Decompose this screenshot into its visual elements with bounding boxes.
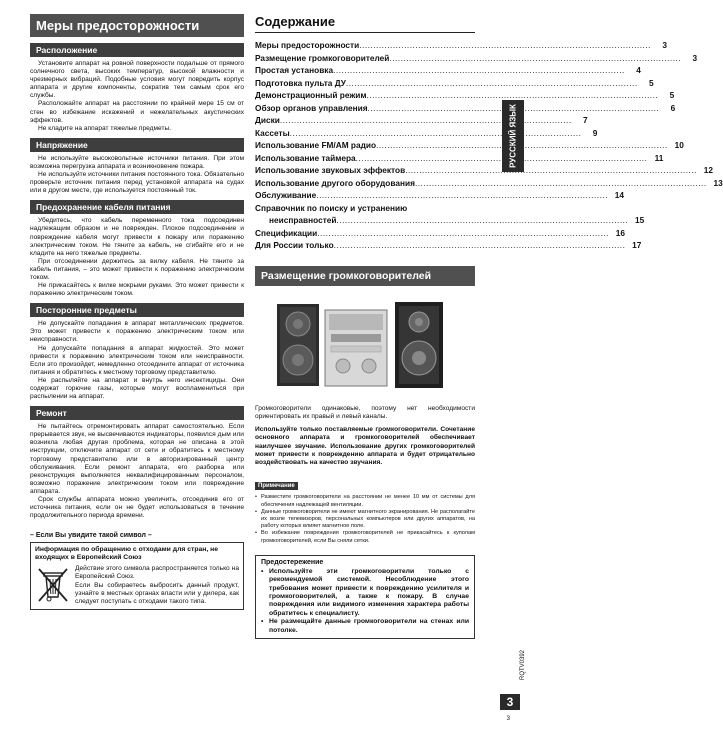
toc-page: 3 (662, 40, 667, 50)
page-number-badge: 3 (500, 694, 520, 710)
section-paragraph: Не допускайте попадания в аппарат жидкостей. Это может привести к поражению электрическим током или неисправности. Если это произойдет, немедленно отсоедините аппарат от источника питания и обратитесь к местному торговому представителю. (30, 344, 244, 376)
section-paragraph: Убедитесь, что кабель переменного тока подсоединен надлежащим образом и не поврежден. Плохое подсоединение и повреждение кабеля могут привести к пожару или поражению электрическим током. Не тяните за кабель, не сгибайте его и не кладите на него тяжелые предметы. (30, 217, 244, 257)
speakers-paragraph: Громкоговорители одинаковые, поэтому нет необходимости ориентировать их правый и левый каналы. (255, 404, 475, 420)
contents-title: Содержание (255, 14, 475, 33)
toc-title: Меры предосторожности (255, 40, 360, 50)
toc-item (255, 189, 625, 202)
section-paragraph: Расположайте аппарат на расстоянии по крайней мере 15 см от стен во избежание искажений и нежелательных акустических эффектов. (30, 100, 244, 124)
precautions-sections (30, 43, 244, 520)
section-paragraph: Срок службы аппарата можно увеличить, отсоединив его от источника питания, если он не будет использоваться в течение продолжительного периода времени. (30, 496, 244, 520)
toc-page: 9 (592, 127, 598, 138)
toc-page: 5 (649, 77, 654, 88)
section-heading: Ремонт (30, 406, 244, 420)
toc-title: Справочник по поиску и устранению (255, 202, 408, 213)
note-label: Примечание (255, 482, 298, 490)
precaution-section (30, 43, 244, 133)
eu-disposal-title: Информация по обращению с отходами для стран, не входящих в Европейский Союз (35, 546, 219, 562)
toc-leader (290, 127, 582, 140)
crossed-bin-icon (35, 565, 71, 605)
toc-title: Использование другого оборудования (255, 177, 415, 188)
precaution-section (30, 406, 244, 520)
language-tab-label: РУССКИЙ ЯЗЫК (508, 104, 518, 168)
toc-page: 13 (713, 177, 723, 188)
toc-item (255, 127, 598, 140)
toc-title: Использование звуковых эффектов (255, 165, 406, 175)
toc-leader (280, 114, 572, 127)
note-item: • Разместите громкоговорители на расстоянии не менее 10 мм от системы для обеспечения надлежащей вентиляции. (255, 494, 475, 508)
toc-title: Демонстрационный режим (255, 90, 367, 100)
toc-leader (405, 164, 697, 177)
symbol-heading: – Если Вы увидите такой символ – (30, 532, 152, 540)
section-paragraph: При отсоединении держитесь за вилку кабеля. Не тяните за кабель питания, – это может привести к поражению электрическим током. (30, 257, 244, 281)
section-paragraph: Не используйте источники питания постоянного тока. Обязательно проверьте источник питания перед установкой аппарата на судах или в другом месте, где используется постоянный ток. (30, 171, 244, 195)
toc-title: Кассеты (255, 127, 290, 138)
eu-text-1: Действие этого символа распространяется только на Европейский Союз. (75, 565, 239, 581)
toc-page: 15 (635, 215, 645, 225)
toc-leader (333, 64, 625, 77)
toc-page: 6 (670, 102, 676, 113)
toc-title: Использование FM/AM радио (255, 140, 377, 150)
toc-page: 14 (614, 190, 625, 200)
toc-page: 17 (632, 240, 642, 250)
toc-title-continued: неисправностей (269, 215, 337, 225)
section-paragraph: Не используйте высоковольтные источники питания. При этом возможна перегрузка аппарата и возникновение пожара. (30, 154, 244, 170)
toc-item (255, 77, 654, 90)
toc-item (255, 152, 664, 165)
speakers-title: Размещение громкоговорителей (255, 266, 475, 286)
section-paragraph: Установите аппарат на ровной поверхности подальше от прямого солнечного света, высоких температур, высокой влажности и чрезмерных вибраций. Подобные условия могут повредить корпус аппарата и другие компоненты, сократив тем самым срок его службы. (30, 60, 244, 100)
toc-title: Для России только (255, 240, 334, 250)
note-item: • Во избежание повреждения громкоговорителей не прикасайтесь к куполам громкоговорителей, если Вы сняли сетки. (255, 530, 475, 544)
toc-item (255, 102, 676, 115)
warning-item: • Используйте эти громкоговорители только с рекомендуемой системой. Несоблюдение этого требования может привести к повреждению усилителя и громкоговорителей, а также к пожару. В случае повреждения или видимого изменения характера работы обратитесь к специалисту. (261, 568, 469, 618)
note-item: • Данные громкоговорители не имеют магнитного экранирования. Не располагайте их возле телевизоров, персональных компьютеров или других аппаратов, на работу которых влияет магнитное поле. (255, 509, 475, 531)
warning-item: • Не размещайте данные громкоговорители на стенах или потолке. (261, 618, 469, 635)
toc-item (255, 39, 667, 52)
section-paragraph: Не допускайте попадания в аппарат металлических предметов. Это может привести к поражению электрическим током или неисправности. (30, 320, 244, 344)
speakers-bold-text: Используйте только поставляемые громкоговорители. Сочетание основного аппарата и громкоговорителей обеспечивает наилучшее звучание. Использование других громкоговорителей может привести к повреждению аппарата и будет отрицательно воздействовать на качество звучания. (255, 425, 475, 467)
toc-item (255, 202, 645, 227)
section-heading: Расположение (30, 43, 244, 57)
toc-item (255, 114, 588, 127)
warning-list (261, 568, 469, 635)
toc-leader (316, 189, 608, 202)
precautions-column (30, 14, 244, 610)
toc-title: Размещение громкоговорителей (255, 52, 390, 63)
document-code: RQTV0392 (520, 650, 526, 681)
toc-page: 5 (669, 90, 675, 100)
toc-page: 3 (692, 52, 698, 63)
section-paragraph: Не прикасайтесь к вилке мокрыми руками. Это может привести к поражению электрическим током. (30, 282, 244, 298)
eu-disposal-text (75, 565, 239, 605)
section-heading: Посторонние предметы (30, 303, 244, 317)
toc-leader (359, 39, 651, 52)
warning-title: Предостережение (261, 558, 324, 566)
toc-item (255, 89, 675, 102)
toc-title: Подготовка пульта ДУ (255, 77, 346, 88)
precaution-section (30, 200, 244, 298)
section-heading: Предохранение кабеля питания (30, 200, 244, 214)
toc-leader (334, 239, 626, 252)
section-heading: Напряжение (30, 138, 244, 152)
toc-page: 16 (615, 227, 625, 238)
toc-leader (317, 227, 609, 240)
toc-item (255, 177, 723, 190)
toc-title: Диски (255, 115, 280, 125)
speaker-system-image (255, 294, 475, 396)
toc-page: 10 (674, 140, 684, 150)
section-paragraph: Не кладите на аппарат тяжелые предметы. (38, 124, 172, 132)
eu-text-2: Если Вы собираетесь выбросить данный продукт, узнайте в местных органах власти или у дилера, как следует поступать с отходами такого типа. (75, 581, 239, 605)
language-tab (502, 100, 524, 172)
toc-page: 4 (636, 65, 641, 75)
toc-page: 11 (654, 152, 664, 163)
toc-leader (415, 177, 707, 190)
toc-item (255, 239, 642, 252)
toc-leader (346, 77, 638, 90)
toc-title: Использование таймера (255, 152, 356, 163)
precaution-section (30, 303, 244, 401)
notes-list (255, 494, 475, 544)
toc-item (255, 52, 698, 65)
toc-item (255, 139, 684, 152)
precautions-title: Меры предосторожности (30, 14, 244, 37)
toc-item (255, 64, 641, 77)
warning-box (255, 555, 475, 639)
toc-title: Простая установка (255, 65, 334, 75)
page-number-small: 3 (506, 716, 510, 722)
speakers-bold-paragraph (255, 426, 475, 468)
toc-leader (389, 52, 681, 65)
section-paragraph: Не пытайтесь отремонтировать аппарат самостоятельно. Если прерывается звук, не высвечиваются индикаторы, появился дым или возникла любая другая проблема, которая не описана в этой инструкции, отключите аппарат от сети и обратитесь к местному торговому представителю или в авторизированный центр обслуживания. Если ремонт аппарата, его разборка или реконструкция выполняется неквалифицированным персоналом, возможно поражение электрическим током или повреждение аппарата. (30, 423, 244, 495)
toc-title: Обслуживание (255, 190, 317, 200)
eu-disposal-box (30, 542, 244, 609)
toc-leader (337, 214, 629, 227)
toc-page: 7 (583, 115, 588, 125)
toc-title: Спецификации (255, 227, 318, 238)
section-paragraph: Не распыляйте на аппарат и внутрь него инсектициды. Они содержат горючие газы, которые могут воспламениться при распылении на аппарат. (30, 376, 244, 401)
toc-page: 12 (703, 165, 713, 175)
precaution-section (30, 138, 244, 195)
toc-item (255, 164, 713, 177)
toc-title: Обзор органов управления (255, 102, 368, 113)
toc-item (255, 227, 625, 240)
